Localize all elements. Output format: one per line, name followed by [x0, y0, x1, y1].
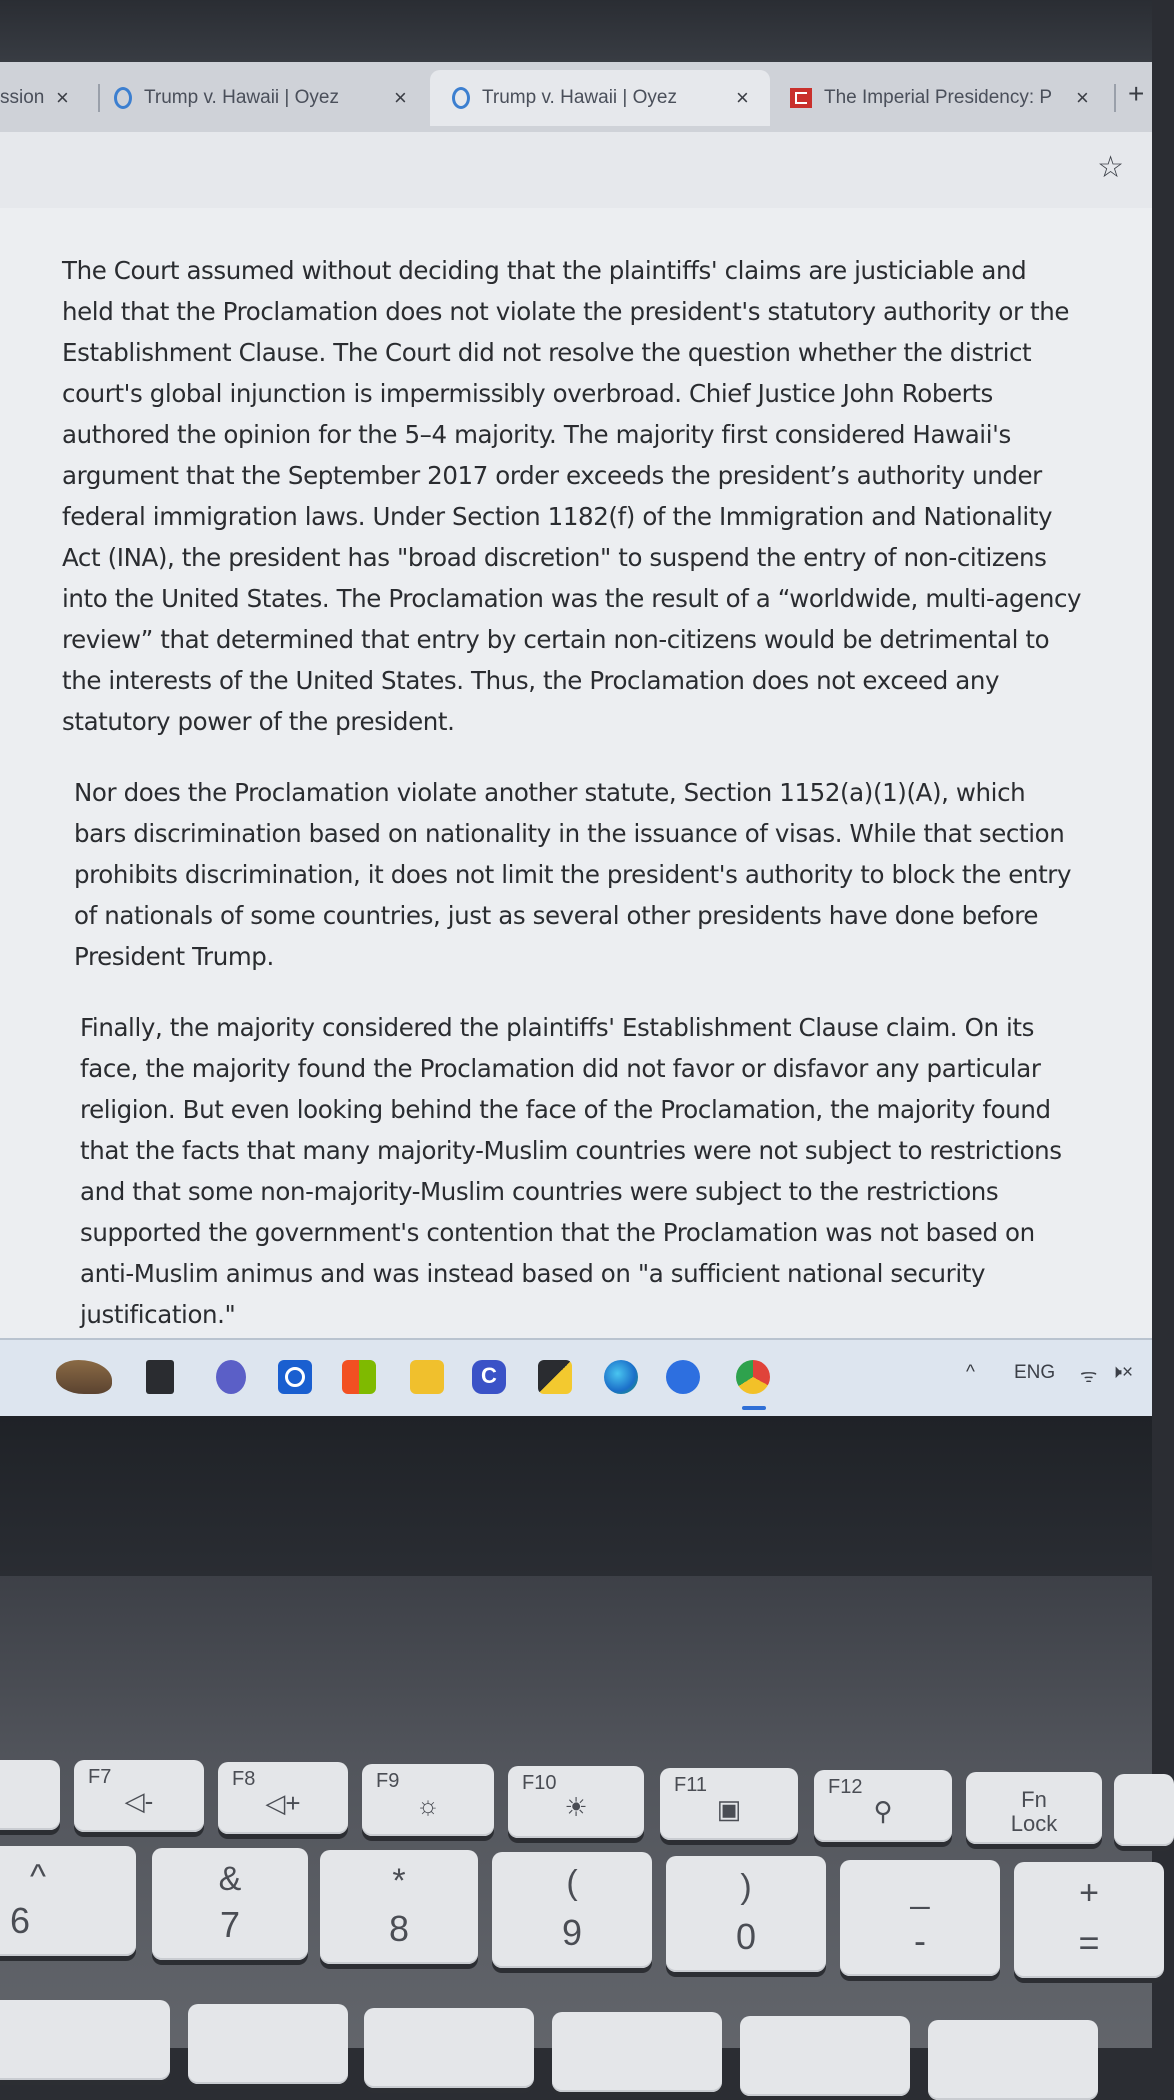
key-7[interactable] [152, 1848, 308, 1960]
key-edge[interactable] [1114, 1774, 1174, 1846]
tab-divider [1114, 84, 1116, 112]
key-minus[interactable] [840, 1860, 1000, 1976]
close-icon[interactable]: × [736, 85, 749, 110]
key-digit: 6 [10, 1900, 31, 1941]
page-content [0, 208, 1152, 1338]
tab-title: Trump v. Hawaii | Oyez [144, 87, 339, 108]
key-row-lower[interactable] [928, 2020, 1098, 2100]
key-digit: 9 [561, 1912, 583, 1953]
key-symbol: + [1079, 1874, 1099, 1912]
volume-up-icon: ◁+ [265, 1788, 301, 1818]
close-icon[interactable]: × [394, 85, 407, 110]
key-fn-lock[interactable] [966, 1772, 1102, 1844]
key-row-lower[interactable] [364, 2008, 534, 2088]
key-fn-blank[interactable] [0, 1760, 60, 1830]
paragraph: Finally, the majority considered the plaintiffs' Establishment Clause claim. On its face, the majority found the Proclamation did not favor or disfavor any particular religion. But even looking behind the face of the Proclamation, the majority found that the facts that many majority-Muslim countries were not subject to restrictions and that some non-majority-Muslim countries were subject to the restrictions supported the government's contention that the Proclamation was not based on anti-Muslim animus and was instead based on "a sufficient national security justification." [80, 1013, 1062, 1329]
close-icon[interactable]: × [1076, 85, 1089, 110]
tab-session[interactable] [0, 70, 90, 126]
key-f10[interactable] [508, 1766, 644, 1838]
key-row-lower[interactable] [552, 2012, 722, 2092]
volume-muted-icon[interactable]: 🕨× [1110, 1362, 1134, 1383]
key-digit: 0 [735, 1916, 757, 1957]
sticky-notes-icon[interactable] [538, 1360, 572, 1394]
key-digit: = [1078, 1922, 1100, 1963]
active-app-indicator [742, 1406, 766, 1410]
tab-divider [98, 84, 100, 112]
browser-tab-strip [0, 62, 1152, 132]
search-icon: ⚲ [873, 1796, 893, 1826]
new-tab-button[interactable]: + [1128, 78, 1145, 109]
key-equals[interactable] [1014, 1862, 1164, 1978]
brightness-up-icon: ☀ [564, 1792, 588, 1822]
brightness-down-icon: ☼ [416, 1790, 440, 1820]
browser-c-icon[interactable]: C [472, 1360, 506, 1394]
tab-imperial-presidency[interactable] [790, 70, 1110, 126]
blue-app-icon[interactable] [278, 1360, 312, 1394]
wifi-icon[interactable]: ᯤ [1080, 1366, 1098, 1387]
windows-taskbar [0, 1338, 1152, 1418]
key-6[interactable] [0, 1846, 136, 1956]
teams-icon[interactable] [216, 1360, 246, 1394]
monitor-bezel-bottom [0, 1416, 1152, 1576]
key-symbol: & [218, 1860, 242, 1898]
tab-title: Trump v. Hawaii | Oyez [482, 87, 677, 108]
file-explorer-icon[interactable] [146, 1360, 174, 1394]
paragraph: The Court assumed without deciding that the plaintiffs' claims are justiciable and held that the Proclamation does not violate the president's statutory authority or the Establishment Clause. The Court did not resolve the question whether the district court's global injunction is impermissibly overbroad. Chief Justice John Roberts authored the opinion for the 5–4 majority. The majority first considered Hawaii's argument that the September 2017 order exceeds the president’s authority under federal immigration laws. Under Section 1182(f) of the Immigration and Nationality Act (INA), the president has "broad discretion" to suspend the entry of non-citizens into the United States. The Proclamation was the result of a “worldwide, multi-agency review” that determined that entry by certain non-citizens would be detrimental to the interests of the United States. Thus, the Proclamation does not exceed any statutory power of the president. [62, 256, 1082, 736]
key-symbol: ( [566, 1864, 578, 1902]
tab-oyez-2[interactable] [430, 70, 770, 126]
browser-toolbar [0, 132, 1152, 209]
key-0[interactable] [666, 1856, 826, 1972]
otter-icon[interactable] [56, 1360, 112, 1394]
key-9[interactable] [492, 1852, 652, 1968]
key-label: F8 [232, 1768, 256, 1790]
tab-title: The Imperial Presidency: P [824, 87, 1053, 108]
key-label: F10 [522, 1772, 557, 1794]
key-digit: - [914, 1920, 926, 1961]
key-label: Fn Lock [1010, 1787, 1058, 1836]
key-label: F7 [88, 1766, 112, 1788]
key-symbol: ) [740, 1868, 752, 1906]
paragraph: Nor does the Proclamation violate another statute, Section 1152(a)(1)(A), which bars discrimination based on nationality in the issuance of visas. While that section prohibits discrimination, it does not limit the president's authority to block the entry of nationals of some countries, just as several other presidents have done before President Trump. [74, 778, 1072, 971]
language-indicator[interactable]: ENG [1014, 1362, 1056, 1383]
store-icon[interactable] [342, 1360, 376, 1394]
key-digit: 8 [388, 1908, 410, 1949]
bookmark-star-icon[interactable]: ☆ [1097, 151, 1124, 184]
chrome-icon[interactable] [736, 1360, 770, 1394]
key-f7[interactable] [74, 1760, 204, 1832]
key-f12[interactable] [814, 1770, 952, 1842]
key-label: F12 [828, 1776, 863, 1798]
key-symbol: _ [910, 1872, 930, 1910]
key-f11[interactable] [660, 1768, 798, 1840]
document-icon [790, 88, 812, 108]
key-row-lower[interactable] [188, 2004, 348, 2084]
key-8[interactable] [320, 1850, 478, 1964]
key-f9[interactable] [362, 1764, 494, 1836]
monitor-bezel-top [0, 0, 1152, 70]
case-summary-article [62, 250, 1082, 1365]
key-symbol: * [392, 1862, 406, 1900]
key-digit: 7 [219, 1904, 241, 1945]
key-label: F9 [376, 1770, 400, 1792]
folder-icon[interactable] [410, 1360, 444, 1394]
screen-capture-icon[interactable] [666, 1360, 700, 1394]
oyez-icon [114, 87, 132, 109]
key-row-lower[interactable] [0, 2000, 170, 2080]
volume-down-icon: ◁- [124, 1786, 154, 1816]
key-label: F11 [674, 1774, 707, 1796]
key-f8[interactable] [218, 1762, 348, 1834]
tab-title: ssion [0, 87, 45, 108]
key-symbol: ^ [30, 1858, 46, 1896]
edge-icon[interactable] [604, 1360, 638, 1394]
oyez-icon [452, 87, 470, 109]
close-icon[interactable]: × [56, 85, 69, 110]
display-lock-icon: ▣ [716, 1794, 742, 1824]
tab-oyez-1[interactable] [114, 70, 414, 126]
key-row-lower[interactable] [740, 2016, 910, 2096]
chevron-up-icon[interactable]: ^ [966, 1362, 975, 1383]
